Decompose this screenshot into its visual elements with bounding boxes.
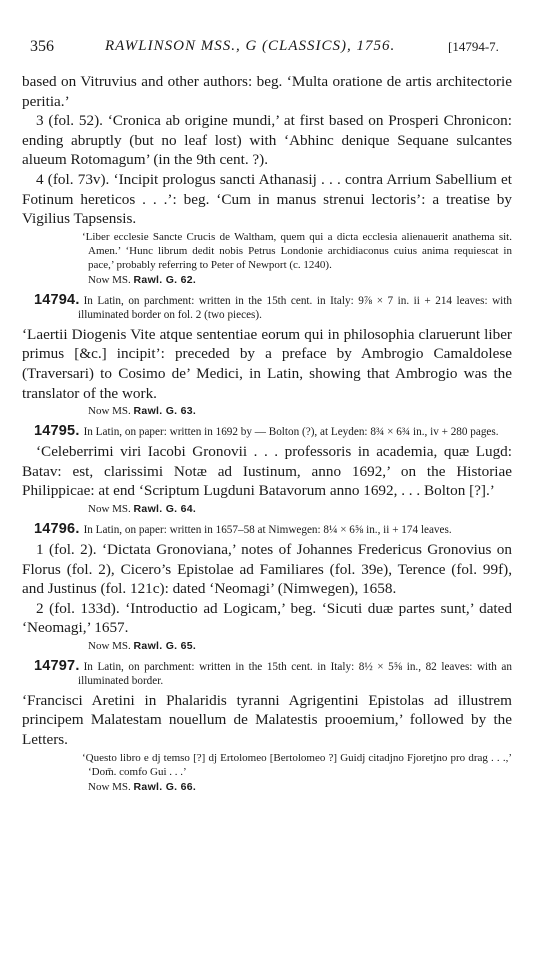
shelfmark-line [22,404,512,418]
entry-number: 14795. [34,423,80,440]
entry-description: In Latin, on paper: written in 1692 by — Bolton (?), at Leyden: 8¾ × 6¾ in., iv + 280 pages. [83,426,499,439]
shelfmark-line [22,639,512,653]
shelf-range: [14794-7. [448,39,499,54]
entry-number: 14797. [34,657,80,674]
note-paragraph: ‘Questo libro e dj temso [?] dj Ertolomeo [Bertolomeo ?] Guidj citadjno Fjoretjno pro drag . . .,’ ‘Dom̄. comfo Gui . . .’ [82,751,512,778]
page-number: 356 [30,38,54,55]
paragraph: ‘Francisci Aretini in Phalaridis tyranni Agrigentini Epistolas ad illustrem principem Malatestam nouellum de Malatestis prooemium,’ followed by the Letters. [22,691,512,749]
shelfmark-prefix: Now MS. [88,273,134,286]
entry-number: 14794. [34,291,80,308]
catalogue-entry [34,293,512,322]
paragraph: 1 (fol. 2). ‘Dictata Gronoviana,’ notes of Johannes Fredericus Gronovius on Florus (fol. 2), Cicero’s Epistolae ad Familiares (fol. 39e), Terence (fol. 99f), and Justinus (fol. 121c): dated ‘Neomagi’ (Nimwegen), 1658. [22,540,512,598]
catalogue-entry [34,424,512,439]
page-body [22,72,512,795]
shelfmark-prefix: Now MS. [88,639,134,652]
entry-number: 14796. [34,520,80,537]
entry-description: In Latin, on paper: written in 1657–58 at Nimwegen: 8¼ × 6⅝ in., ii + 174 leaves. [83,523,452,536]
page-header [0,38,533,58]
shelfmark: Rawl. G. 63. [133,405,197,418]
catalogue-entry [34,522,512,537]
shelfmark-line [22,502,512,516]
paragraph: ‘Laertii Diogenis Vite atque sententiae eorum qui in philosophia claruerunt liber primus [&c.] incipit’: preceded by a preface by Ambrogio Camaldolese (Traversari) to Cosimo de’ Medici, in Latin, showing that Ambrogio was the translator of the work. [22,325,512,402]
entry-description: In Latin, on parchment: written in the 15th cent. in Italy: 8½ × 5⅝ in., 82 leaves: with an illuminated border. [78,660,512,687]
shelfmark-prefix: Now MS. [88,780,134,793]
shelfmark: Rawl. G. 64. [133,502,197,515]
paragraph: 2 (fol. 133d). ‘Introductio ad Logicam,’ beg. ‘Sicuti duæ partes sunt,’ dated ‘Neomagi,’ 1657. [22,599,512,637]
shelfmark: Rawl. G. 66. [133,780,197,793]
shelfmark: Rawl. G. 62. [133,273,197,286]
shelfmark-prefix: Now MS. [88,502,134,515]
note-paragraph: ‘Liber ecclesie Sancte Crucis de Waltham, quem qui a dicta ecclesia alienauerit anathema sit. Amen.’ ‘Hunc librum dedit nobis Petrus Londonie archidiaconus cuius anima requiescat in pace,’ probably referring to Peter of Newport (c. 1240). [82,230,512,271]
running-title: RAWLINSON MSS., G (CLASSICS), 1756. [105,38,396,54]
paragraph: ‘Celeberrimi viri Iacobi Gronovii . . . professoris in academia, quæ Lugd: Batav: est, clarissimi Notæ ad Iustinum, anno 1692,’ on the Historiae Philippicae: at end ‘Scriptum Lugduni Batavorum anno 1692, . . . Bolton [?].’ [22,443,512,500]
paragraph: 3 (fol. 52). ‘Cronica ab origine mundi,’ at first based on Prosperi Chronicon: ending abruptly (but no leaf lost) with ‘Abhinc denique Sequane sulcantes alueum Rotomagum’ (in the 9th cent. ?). [22,112,512,169]
shelfmark: Rawl. G. 65. [133,639,197,652]
catalogue-entry [34,659,512,688]
entry-description: In Latin, on parchment: written in the 15th cent. in Italy: 9⅞ × 7 in. ii + 214 leaves: with illuminated border on fol. 2 (two pieces). [78,294,512,321]
shelfmark-prefix: Now MS. [88,405,134,418]
shelfmark-line [22,780,512,794]
shelfmark-line [22,273,512,287]
paragraph: based on Vitruvius and other authors: beg. ‘Multa oratione de artis architectorie peritia.’ [22,73,512,110]
paragraph: 4 (fol. 73v). ‘Incipit prologus sancti Athanasij . . . contra Arrium Sabellium et Fotinum hereticos . . .’: beg. ‘Cum in manus strenui lectoris’: a treatise by Vigilius Tapsensis. [22,170,512,228]
